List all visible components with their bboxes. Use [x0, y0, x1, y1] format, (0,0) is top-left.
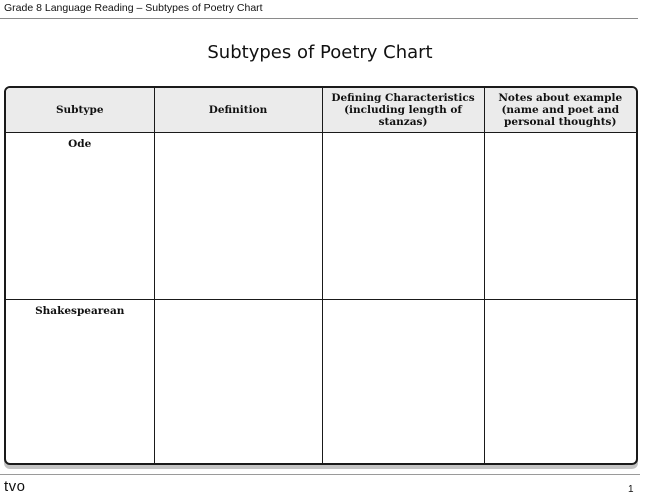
page-title: Subtypes of Poetry Chart [207, 42, 433, 63]
poetry-chart-table-container [4, 86, 638, 465]
row-label-shakespearean: Shakespearean [6, 300, 154, 466]
page-number: 1 [628, 484, 634, 495]
tvo-logo: tvo [4, 478, 26, 495]
characteristics-cell[interactable] [322, 133, 484, 300]
column-header-notes: Notes about example (name and poet and personal thoughts) [484, 88, 636, 133]
header-divider [0, 18, 638, 19]
document-header: Grade 8 Language Reading – Subtypes of Poetry Chart [4, 2, 263, 14]
characteristics-cell[interactable] [322, 300, 484, 466]
notes-cell[interactable] [484, 133, 636, 300]
column-header-definition: Definition [154, 88, 322, 133]
table-row [6, 300, 636, 466]
table-row [6, 133, 636, 300]
table-header-row [6, 88, 636, 133]
footer-divider [0, 474, 640, 475]
poetry-chart-table [6, 88, 636, 465]
notes-cell[interactable] [484, 300, 636, 466]
column-header-subtype: Subtype [6, 88, 154, 133]
definition-cell[interactable] [154, 133, 322, 300]
row-label-ode: Ode [6, 133, 154, 300]
column-header-characteristics: Defining Characteristics (including length of stanzas) [322, 88, 484, 133]
definition-cell[interactable] [154, 300, 322, 466]
